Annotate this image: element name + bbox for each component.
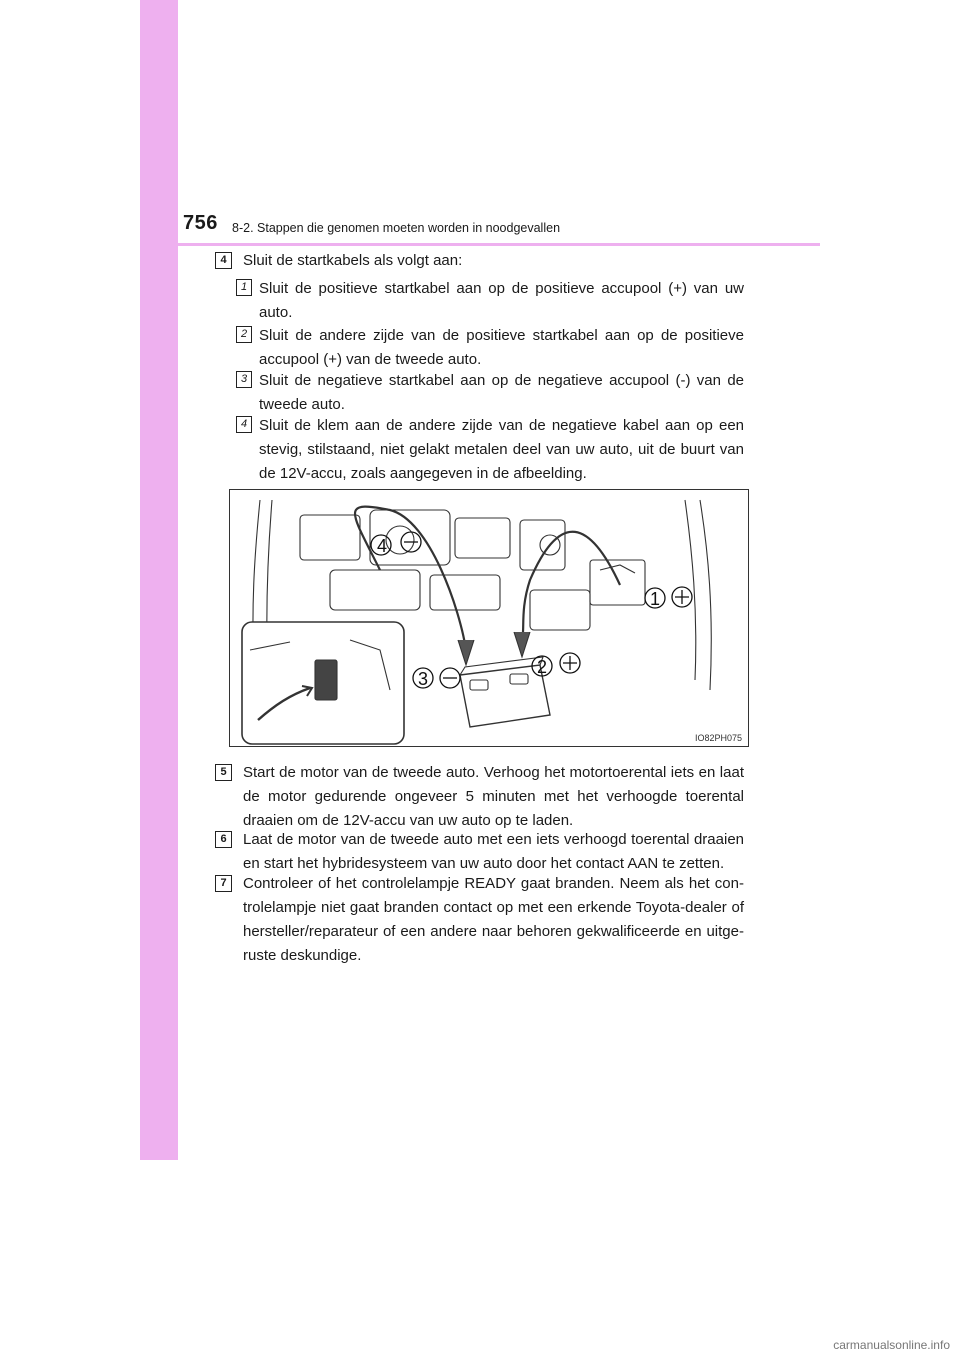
- substep-3-text: Sluit de negatieve startkabel aan op de negatieve accupool (-) van de tweede auto.: [259, 372, 744, 413]
- step-4-text: Sluit de startkabels als volgt aan:: [243, 252, 463, 269]
- substep-number-4: 4: [236, 416, 252, 433]
- figure-code: IO82PH075: [694, 733, 742, 743]
- callout-3: 3: [418, 669, 429, 689]
- engine-bay-drawing: [230, 490, 748, 746]
- page-number: 756: [183, 212, 218, 234]
- step-number-7: 7: [215, 875, 232, 892]
- step-6-text: Laat de motor van de tweede auto met een iets verhoogd toerental draaien en start het hybridesysteem van uw auto door het contact AAN te zetten.: [243, 831, 744, 872]
- jump-start-illustration: [229, 489, 749, 747]
- substep-2-text: Sluit de andere zijde van de positieve startkabel aan op de positieve accupool (+) van de tweede auto.: [259, 327, 744, 368]
- callout-2: 2: [537, 657, 548, 677]
- substep-number-3: 3: [236, 371, 252, 388]
- step-number-6: 6: [215, 831, 232, 848]
- header-rule: [140, 243, 820, 246]
- step-number-4: 4: [215, 252, 232, 269]
- step-5-text: Start de motor van de tweede auto. Verhoog het motortoerental iets en laat de motor gedurende ongeveer 5 minuten met het verhoogde toerental draaien om de 12V-accu van uw auto op te laden.: [243, 764, 744, 829]
- watermark: carmanualsonline.info: [833, 1338, 950, 1352]
- substep-number-2: 2: [236, 326, 252, 343]
- substep-1-text: Sluit de positieve startkabel aan op de positieve accupool (+) van uw auto.: [259, 280, 744, 321]
- callout-1: 1: [650, 589, 661, 609]
- section-title: 8-2. Stappen die genomen moeten worden in noodgevallen: [232, 221, 561, 235]
- chapter-tab-bar: [140, 0, 178, 1160]
- step-number-5: 5: [215, 764, 232, 781]
- substep-4-text: Sluit de klem aan de andere zijde van de negatieve kabel aan op een stevig, stilstaand, niet gelakt metalen deel van uw auto, uit de buurt van de 12V-accu, zoals aangegeven in de afbeelding.: [259, 417, 744, 482]
- callout-4: 4: [377, 536, 388, 556]
- step-7-text: Controleer of het controlelampje READY gaat branden. Neem als het con-trolelampje niet gaat branden contact op met een erkende Toyota-dealer of hersteller/reparateur of een andere naar behoren gekwalificeerde en uitge-ruste deskundige.: [243, 875, 744, 964]
- substep-number-1: 1: [236, 279, 252, 296]
